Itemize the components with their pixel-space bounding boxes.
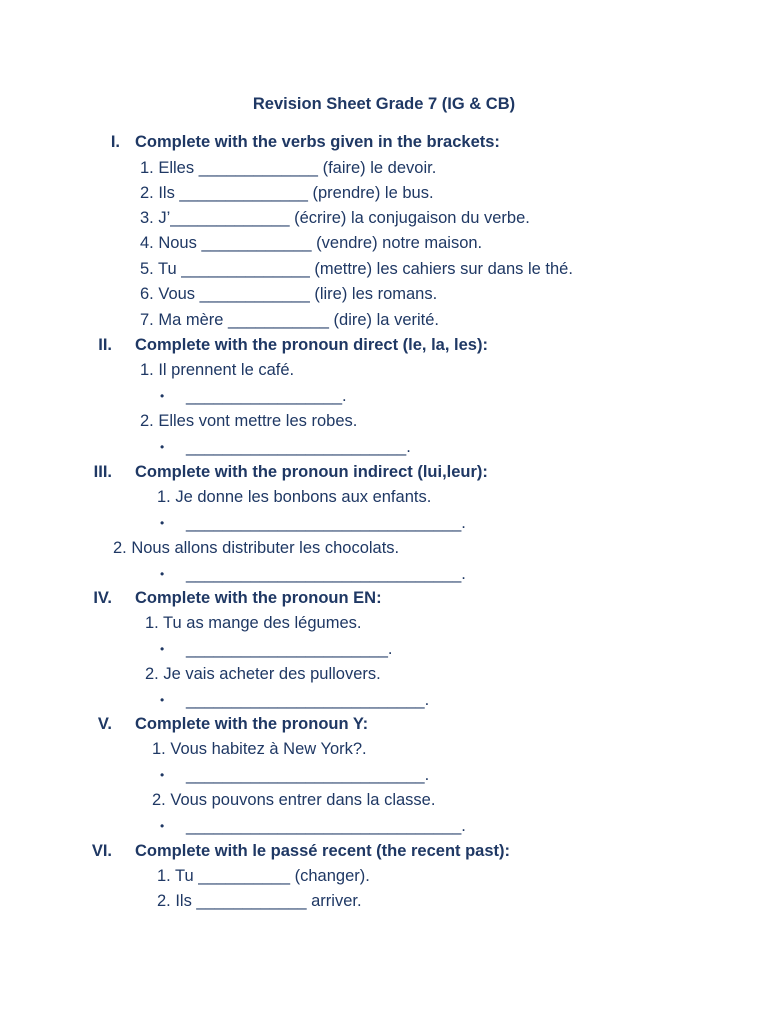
section-2-answer-1: _________________. <box>186 387 347 405</box>
section-1-item-2: 2. Ils ______________ (prendre) le bus. <box>140 184 434 202</box>
section-5-item-2: 2. Vous pouvons entrer dans la classe. <box>152 791 436 809</box>
section-4-item-2: 2. Je vais acheter des pullovers. <box>145 665 381 683</box>
section-2-heading: Complete with the pronoun direct (le, la, les): <box>135 336 488 354</box>
bullet-icon: • <box>160 567 165 581</box>
section-6-heading: Complete with le passé recent (the recent past): <box>135 842 511 860</box>
section-6-item-2: 2. Ils ____________ arriver. <box>157 892 362 910</box>
section-2-item-1: 1. Il prennent le café. <box>140 361 295 379</box>
bullet-icon: • <box>160 768 165 782</box>
section-6-numeral: VI. <box>91 842 112 860</box>
section-1-item-7: 7. Ma mère ___________ (dire) la verité. <box>140 311 439 329</box>
section-3-numeral: III. <box>93 463 112 481</box>
section-5-answer-1: __________________________. <box>186 766 430 784</box>
section-5-item-1: 1. Vous habitez à New York?. <box>152 740 367 758</box>
section-1-numeral: I. <box>110 133 120 151</box>
section-1-item-3: 3. J’_____________ (écrire) la conjugaison du verbe. <box>140 209 530 227</box>
section-1-item-6: 6. Vous ____________ (lire) les romans. <box>140 285 438 303</box>
section-1-item-4: 4. Nous ____________ (vendre) notre maison. <box>140 234 483 252</box>
section-1-item-5: 5. Tu ______________ (mettre) les cahiers sur dans le thé. <box>140 260 573 278</box>
section-3-answer-2: ______________________________. <box>186 565 466 583</box>
section-4-answer-2: __________________________. <box>186 691 430 709</box>
section-4-numeral: IV. <box>93 589 112 607</box>
section-1-heading: Complete with the verbs given in the brackets: <box>135 133 500 151</box>
section-3-answer-1: ______________________________. <box>186 514 466 532</box>
section-5-numeral: V. <box>97 715 112 733</box>
bullet-icon: • <box>160 819 165 833</box>
section-5-answer-2: ______________________________. <box>186 817 466 835</box>
section-3-heading: Complete with the pronoun indirect (lui,leur): <box>135 463 488 481</box>
section-6-item-1: 1. Tu __________ (changer). <box>157 867 370 885</box>
section-4-answer-1: ______________________. <box>186 640 393 658</box>
section-1-item-1: 1. Elles _____________ (faire) le devoir. <box>140 159 437 177</box>
section-2-answer-2: ________________________. <box>186 438 411 456</box>
bullet-icon: • <box>160 440 165 454</box>
section-3-item-1: 1. Je donne les bonbons aux enfants. <box>157 488 432 506</box>
section-2-item-2: 2. Elles vont mettre les robes. <box>140 412 358 430</box>
bullet-icon: • <box>160 389 165 403</box>
bullet-icon: • <box>160 642 165 656</box>
section-2-numeral: II. <box>98 336 112 354</box>
section-5-heading: Complete with the pronoun Y: <box>135 715 369 733</box>
page-title: Revision Sheet Grade 7 (IG & CB) <box>252 95 516 113</box>
bullet-icon: • <box>160 516 165 530</box>
bullet-icon: • <box>160 693 165 707</box>
section-4-item-1: 1. Tu as mange des légumes. <box>145 614 362 632</box>
section-4-heading: Complete with the pronoun EN: <box>135 589 382 607</box>
section-3-item-2: 2. Nous allons distributer les chocolats. <box>113 539 400 557</box>
